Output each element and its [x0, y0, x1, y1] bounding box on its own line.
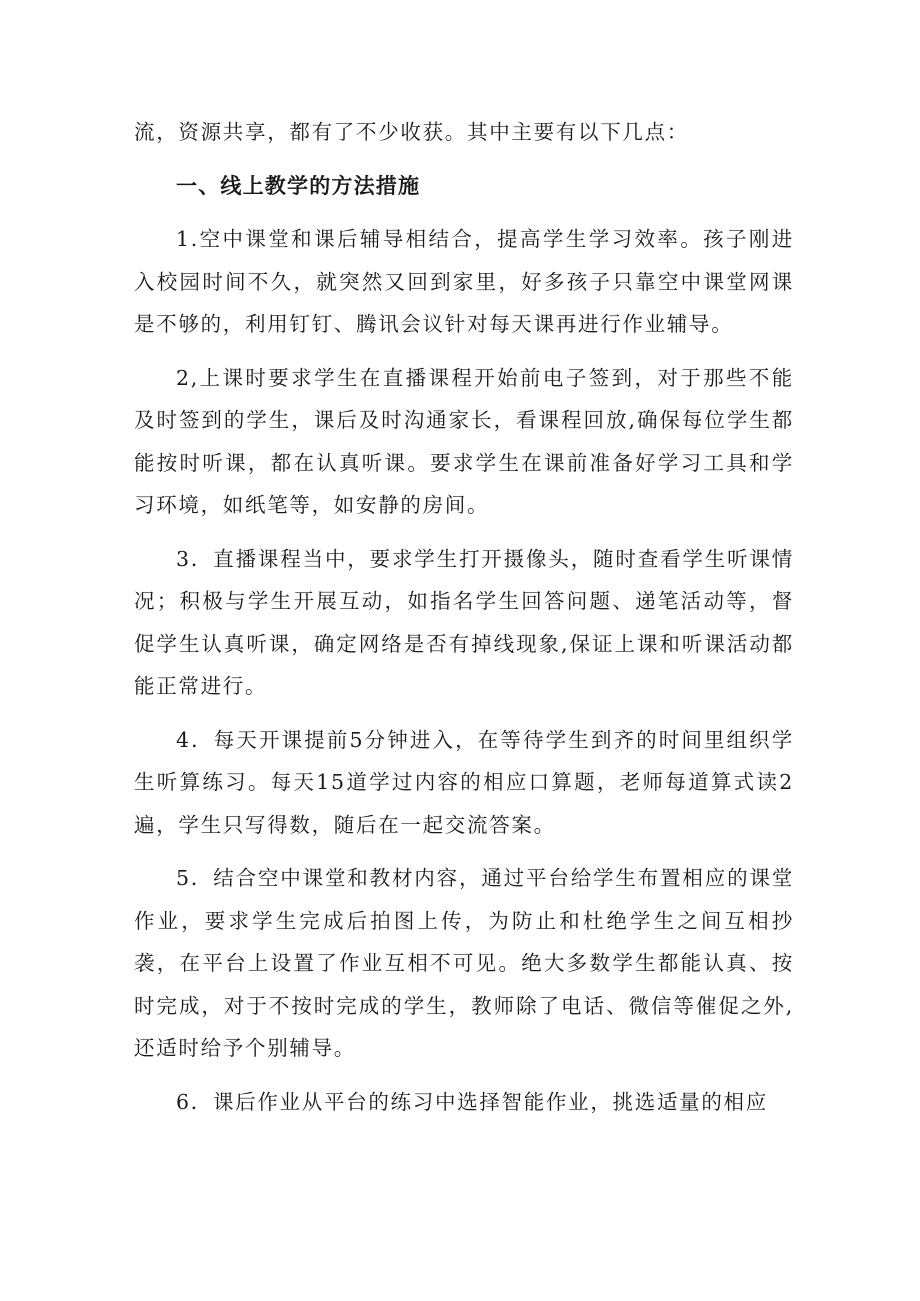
- paragraph-5: 5．结合空中课堂和教材内容，通过平台给学生布置相应的课堂作业，要求学生完成后拍图上传，为防止和杜绝学生之间互相抄袭，在平台上设置了作业互相不可见。绝大多数学生都能认真、按时完成，对于不按时完成的学生，教师除了电话、微信等催促之外,还适时给予个别辅导。: [134, 866, 794, 1060]
- section-heading: 一、线上教学的方法措施: [176, 173, 421, 198]
- intro-line: 流，资源共享，都有了不少收获。其中主要有以下几点：: [134, 120, 689, 144]
- paragraph-2: 2,上课时要求学生在直播课程开始前电子签到，对于那些不能及时签到的学生，课后及时沟通家长，看课程回放,确保每位学生都能按时听课，都在认真听课。要求学生在课前准备好学习工具和学习环境，如纸笔等，如安静的房间。: [134, 365, 794, 517]
- paragraph-4: 4．每天开课提前5分钟进入，在等待学生到齐的时间里组织学生听算练习。每天15道学过内容的相应口算题，老师每道算式读2遍，学生只写得数，随后在一起交流答案。: [134, 727, 794, 837]
- paragraph-1: 1.空中课堂和课后辅导相结合，提高学生学习效率。孩子刚进入校园时间不久，就突然又回到家里，好多孩子只靠空中课堂网课是不够的，利用钉钉、腾讯会议针对每天课再进行作业辅导。: [134, 227, 794, 336]
- paragraph-6: 6．课后作业从平台的练习中选择智能作业，挑选适量的相应: [176, 1089, 768, 1114]
- paragraph-3: 3．直播课程当中，要求学生打开摄像头，随时查看学生听课情况；积极与学生开展互动，如指名学生回答问题、递笔活动等，督促学生认真听课，确定网络是否有掉线现象,保证上课和听课活动都能正常进行。: [134, 546, 794, 698]
- document-body: [134, 111, 794, 1134]
